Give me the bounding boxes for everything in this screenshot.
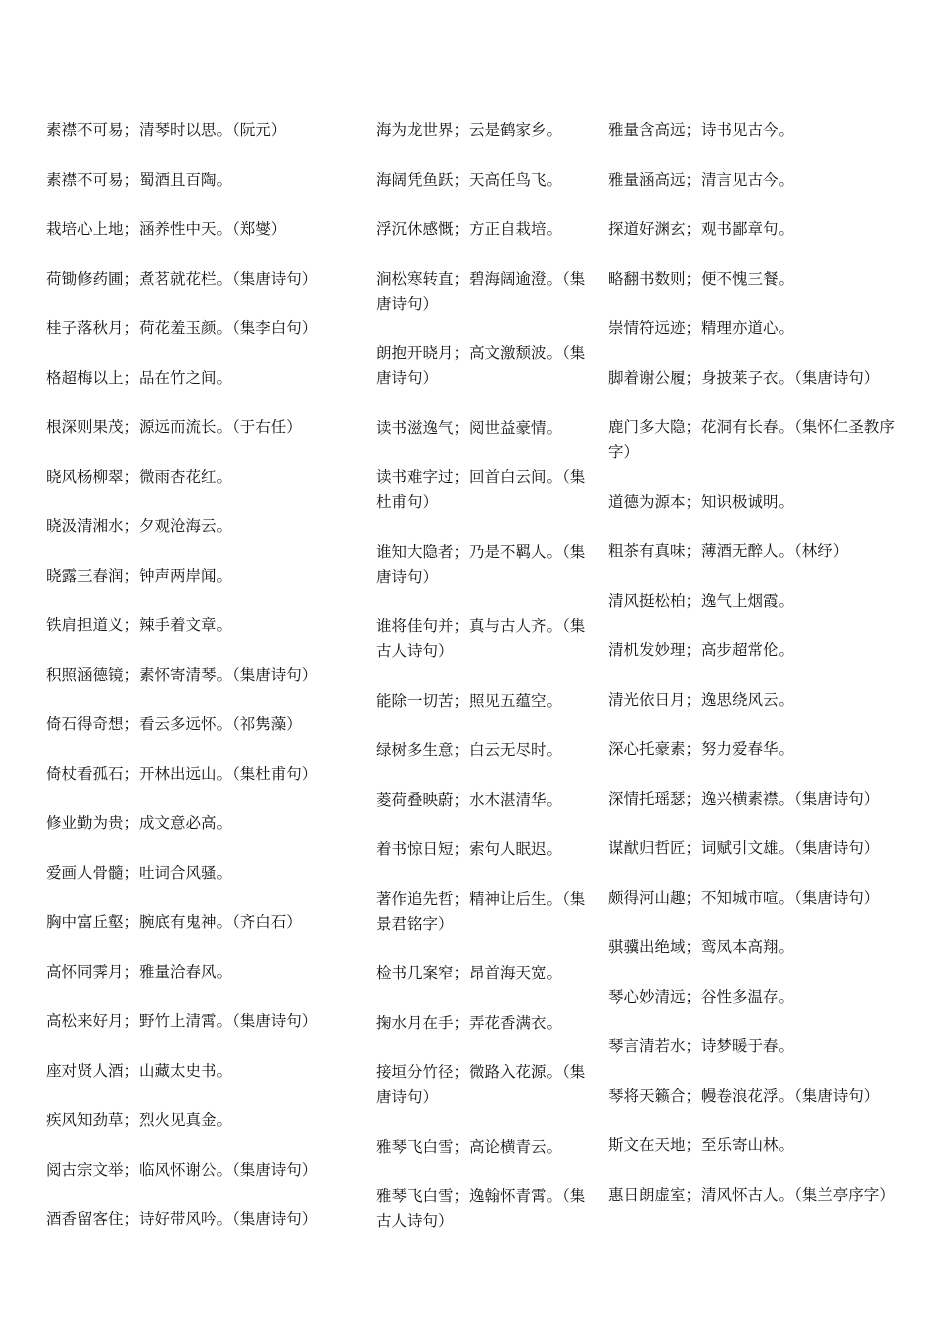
couplet-entry: 桂子落秋月；荷花羞玉颜。（集李白句） (46, 319, 318, 337)
couplet-entry: 涧松寒转直；碧海阔逾澄。（集唐诗句） (376, 269, 586, 313)
couplet-entry: 胸中富丘壑；腕底有鬼神。（齐白石） (46, 913, 302, 931)
couplet-entry: 菱荷叠映蔚；水木湛清华。 (376, 790, 563, 809)
couplet-entry: 雅量涵高远；清言见古今。 (608, 170, 795, 189)
couplet-entry: 格超梅以上；品在竹之间。 (46, 368, 233, 387)
couplet-entry: 雅量含高远；诗书见古今。 (608, 121, 795, 139)
couplet-entry: 掬水月在手；弄花香满衣。 (376, 1013, 563, 1032)
couplet-entry: 雅琴飞白雪；高论横青云。 (376, 1137, 563, 1156)
couplet-entry: 高怀同霁月；雅量洽春风。 (46, 962, 233, 981)
couplet-entry: 晓露三春润；钟声两岸闻。 (46, 566, 233, 585)
couplet-entry: 酒香留客住；诗好带风吟。（集唐诗句） (46, 1210, 318, 1228)
couplet-entry: 深心托豪素；努力爱春华。 (608, 740, 795, 758)
couplet-entry: 脚着谢公履；身披莱子衣。（集唐诗句） (608, 368, 880, 387)
couplet-entry: 高松来好月；野竹上清霄。（集唐诗句） (46, 1012, 318, 1030)
couplet-entry: 探道好渊玄；观书鄙章句。 (608, 220, 795, 238)
couplet-entry: 倚石得奇想；看云多远怀。（祁隽藻） (46, 715, 302, 733)
couplet-entry: 阅古宗文举；临风怀谢公。（集唐诗句） (46, 1160, 318, 1179)
couplet-entry: 根深则果茂；源远而流长。（于右任） (46, 418, 302, 436)
couplet-entry: 惠日朗虚室；清风怀古人。（集兰亭序字） (608, 1185, 895, 1204)
couplet-column-2 (376, 118, 590, 1259)
couplet-entry: 海阔凭鱼跃；天高任鸟飞。 (376, 170, 563, 189)
couplet-entry: 略翻书数则；便不愧三餐。 (608, 269, 795, 288)
couplet-entry: 深情托瑶瑟；逸兴横素襟。（集唐诗句） (608, 789, 880, 808)
couplet-entry: 读书滋逸气；阅世益豪情。 (376, 418, 563, 437)
couplet-entry: 琴言清若水；诗梦暖于春。 (608, 1037, 795, 1055)
couplet-entry: 谁将佳句并；真与古人齐。（集古人诗句） (376, 617, 586, 660)
couplet-entry: 斯文在天地；至乐寄山林。 (608, 1136, 795, 1154)
couplet-entry: 绿树多生意；白云无尽时。 (376, 741, 563, 759)
couplet-entry: 朗抱开晓月；高文激颓波。（集唐诗句） (376, 344, 586, 387)
couplet-entry: 素襟不可易；蜀酒且百陶。 (46, 170, 233, 189)
couplet-entry: 清风挺松柏；逸气上烟霞。 (608, 591, 795, 610)
couplet-entry: 雅琴飞白雪；逸翰怀青霄。（集古人诗句） (376, 1187, 586, 1230)
couplet-entry: 谋猷归哲匠；词赋引文雄。（集唐诗句） (608, 839, 880, 857)
couplet-entry: 读书难字过；回首白云间。（集杜甫句） (376, 468, 586, 511)
couplet-entry: 接垣分竹径；微路入花源。（集唐诗句） (376, 1063, 586, 1106)
couplet-entry: 著作追先哲；精神让后生。（集景君铭字） (376, 889, 586, 933)
couplet-entry: 疾风知劲草；烈火见真金。 (46, 1111, 233, 1129)
couplet-entry: 谁知大隐者；乃是不羁人。（集唐诗句） (376, 542, 586, 586)
couplet-entry: 鹿门多大隐；花洞有长春。（集怀仁圣教序字） (608, 418, 895, 461)
couplet-entry: 荷锄修药圃；煮茗就花栏。（集唐诗句） (46, 269, 318, 288)
couplet-entry: 座对贤人酒；山藏太史书。 (46, 1061, 233, 1080)
couplet-entry: 晓汲清湘水；夕观沧海云。 (46, 517, 233, 535)
couplet-entry: 颇得河山趣；不知城市喧。（集唐诗句） (608, 888, 880, 907)
couplet-entry: 倚杖看孤石；开林出远山。（集杜甫句） (46, 764, 318, 783)
couplet-entry: 积照涵德镜；素怀寄清琴。（集唐诗句） (46, 665, 318, 684)
couplet-entry: 检书几案窄；昂首海天宽。 (376, 964, 563, 982)
couplet-entry: 浮沉休感慨；方正自栽培。 (376, 220, 563, 238)
couplet-entry: 琴将天籁合；幔卷浪花浮。（集唐诗句） (608, 1086, 880, 1105)
couplet-entry: 着书惊日短；索句人眠迟。 (376, 840, 563, 858)
couplet-entry: 能除一切苦；照见五蕴空。 (376, 691, 563, 710)
couplet-entry: 修业勤为贵；成文意必高。 (46, 814, 233, 832)
couplet-entry: 骐骥出绝域；鸾凤本高翔。 (608, 938, 795, 956)
couplet-entry: 粗茶有真味；薄酒无醉人。（林纾） (608, 542, 849, 560)
couplet-column-1 (46, 118, 346, 1257)
couplet-entry: 晓风杨柳翠；微雨杏花红。 (46, 467, 233, 486)
couplet-entry: 栽培心上地；涵养性中天。（郑燮） (46, 220, 287, 238)
couplet-entry: 海为龙世界；云是鹤家乡。 (376, 121, 563, 139)
couplet-entry: 道德为源本；知识极诚明。 (608, 492, 795, 511)
couplet-entry: 清机发妙理；高步超常伦。 (608, 641, 795, 659)
couplet-column-3 (608, 118, 913, 1232)
couplet-entry: 清光依日月；逸思绕风云。 (608, 690, 795, 709)
couplet-entry: 素襟不可易；清琴时以思。（阮元） (46, 121, 287, 139)
couplet-entry: 琴心妙清远；谷性多温存。 (608, 987, 795, 1006)
couplet-entry: 铁肩担道义；辣手着文章。 (46, 616, 233, 634)
couplet-entry: 崇情符远迹；精理亦道心。 (608, 319, 795, 337)
couplet-entry: 爱画人骨髓；吐词合风骚。 (46, 863, 233, 882)
